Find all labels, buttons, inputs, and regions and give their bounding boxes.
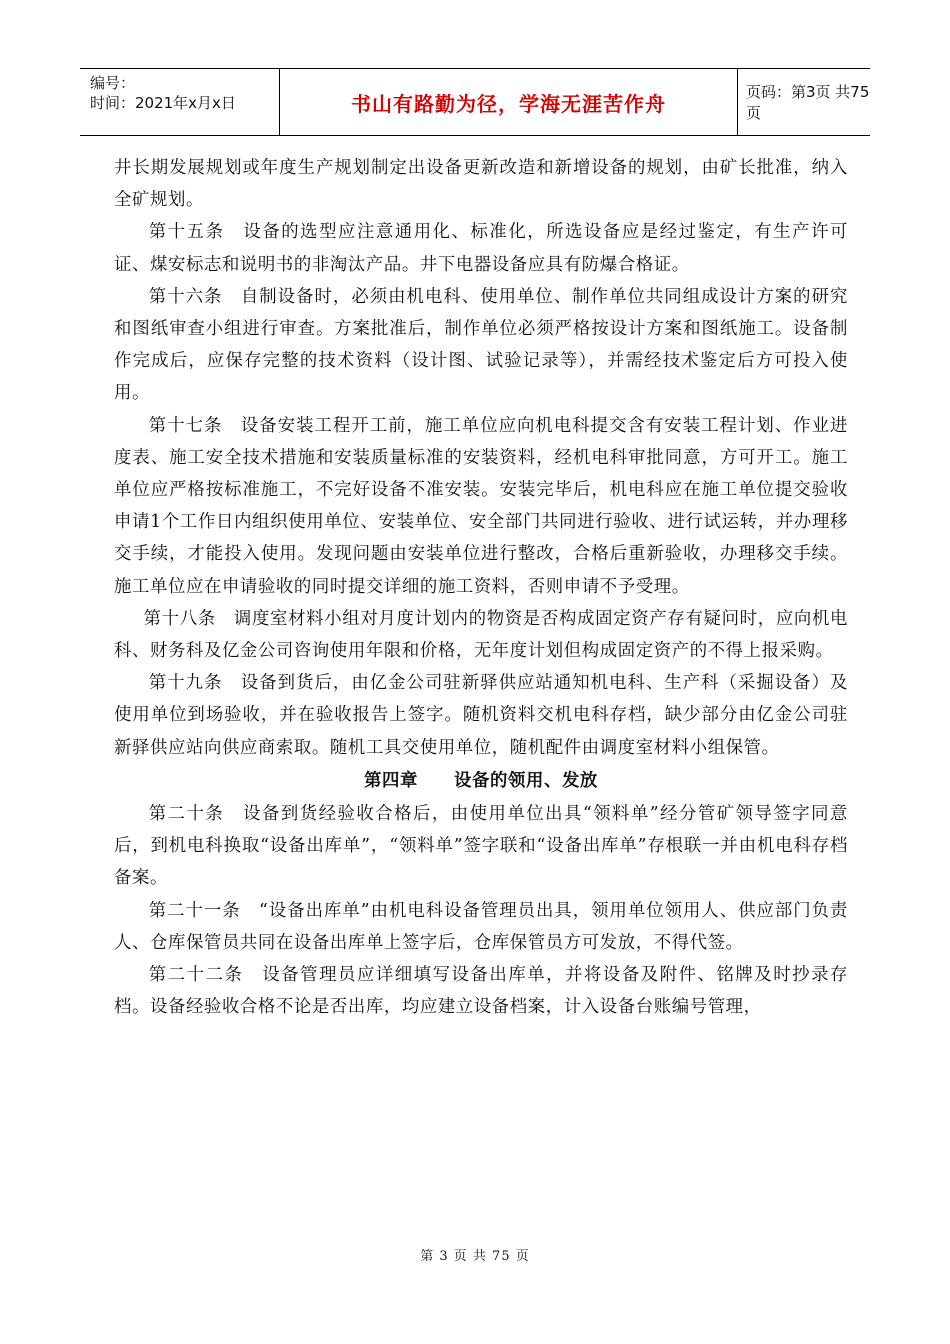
header-page-number: 页码：第3页 共75页: [746, 83, 870, 122]
chapter-4-heading: 第四章 设备的领用、发放: [364, 770, 598, 791]
article-19: 第十九条 设备到货后，由亿金公司驻新驿供应站通知机电科、生产科（采掘设备）及使用单位到场验收，并在验收报告上签字。随机资料交机电科存档，缺少部分由亿金公司驻新驿供应站向供应商索取。随机工具交使用单位，随机配件由调度室材料小组保管。: [114, 673, 848, 758]
article-15: 第十五条 设备的选型应注意通用化、标准化，所选设备应是经过鉴定，有生产许可证、煤安标志和说明书的非淘汰产品。井下电器设备应具有防爆合格证。: [114, 222, 848, 275]
article-21: 第二十一条 “设备出库单”由机电科设备管理员出具，领用单位领用人、供应部门负责人、仓库保管员共同在设备出库单上签字后，仓库保管员方可发放，不得代签。: [114, 900, 848, 953]
header-left-cell: [80, 69, 280, 135]
header-page-cell: [738, 69, 870, 135]
document-number-label: 编号：: [90, 74, 136, 92]
header-motto: 书山有路勤为径，学海无涯苦作舟: [351, 91, 666, 116]
page-footer: 第 3 页 共 75 页: [420, 1249, 530, 1264]
article-16: 第十六条 自制设备时，必须由机电科、使用单位、制作单位共同组成设计方案的研究和图纸审查小组进行审查。方案批准后，制作单位必须严格按设计方案和图纸施工。设备制作完成后，应保存完整的技术资料（设计图、试验记录等），并需经技术鉴定后方可投入使用。: [114, 286, 848, 404]
article-17: 第十七条 设备安装工程开工前，施工单位应向机电科提交含有安装工程计划、作业进度表、施工安全技术措施和安装质量标准的安装资料，经机电科审批同意，方可开工。施工单位应严格按标准施工，不完好设备不准安装。安装完毕后，机电科应在施工单位提交验收申请1个工作日内组织使用单位、安装单位、安全部门共同进行验收、进行试运转，并办理移交手续，才能投入使用。发现问题由安装单位进行整改，合格后重新验收，办理移交手续。施工单位应在申请验收的同时提交详细的施工资料，否则申请不予受理。: [114, 415, 848, 597]
paragraph-continuation: 井长期发展规划或年度生产规划制定出设备更新改造和新增设备的规划，由矿长批准，纳入全矿规划。: [114, 158, 848, 211]
article-18: 第十八条 调度室材料小组对月度计划内的物资是否构成固定资产存有疑问时，应向机电科、财务科及亿金公司咨询使用年限和价格，无年度计划但构成固定资产的不得上报采购。: [114, 608, 848, 662]
page-header: [80, 68, 870, 136]
header-motto-cell: [280, 69, 738, 135]
document-time-label: 时间：2021年x月x日: [90, 94, 236, 112]
article-22: 第二十二条 设备管理员应详细填写设备出库单，并将设备及附件、铭牌及时抄录存档。设备经验收合格不论是否出库，均应建立设备档案，计入设备台账编号管理，: [114, 965, 848, 1018]
document-body: [114, 152, 848, 1023]
article-20: 第二十条 设备到货经验收合格后，由使用单位出具“领料单”经分管矿领导签字同意后，到机电科换取“设备出库单”，“领料单”签字联和“设备出库单”存根联一并由机电科存档备案。: [114, 804, 848, 889]
